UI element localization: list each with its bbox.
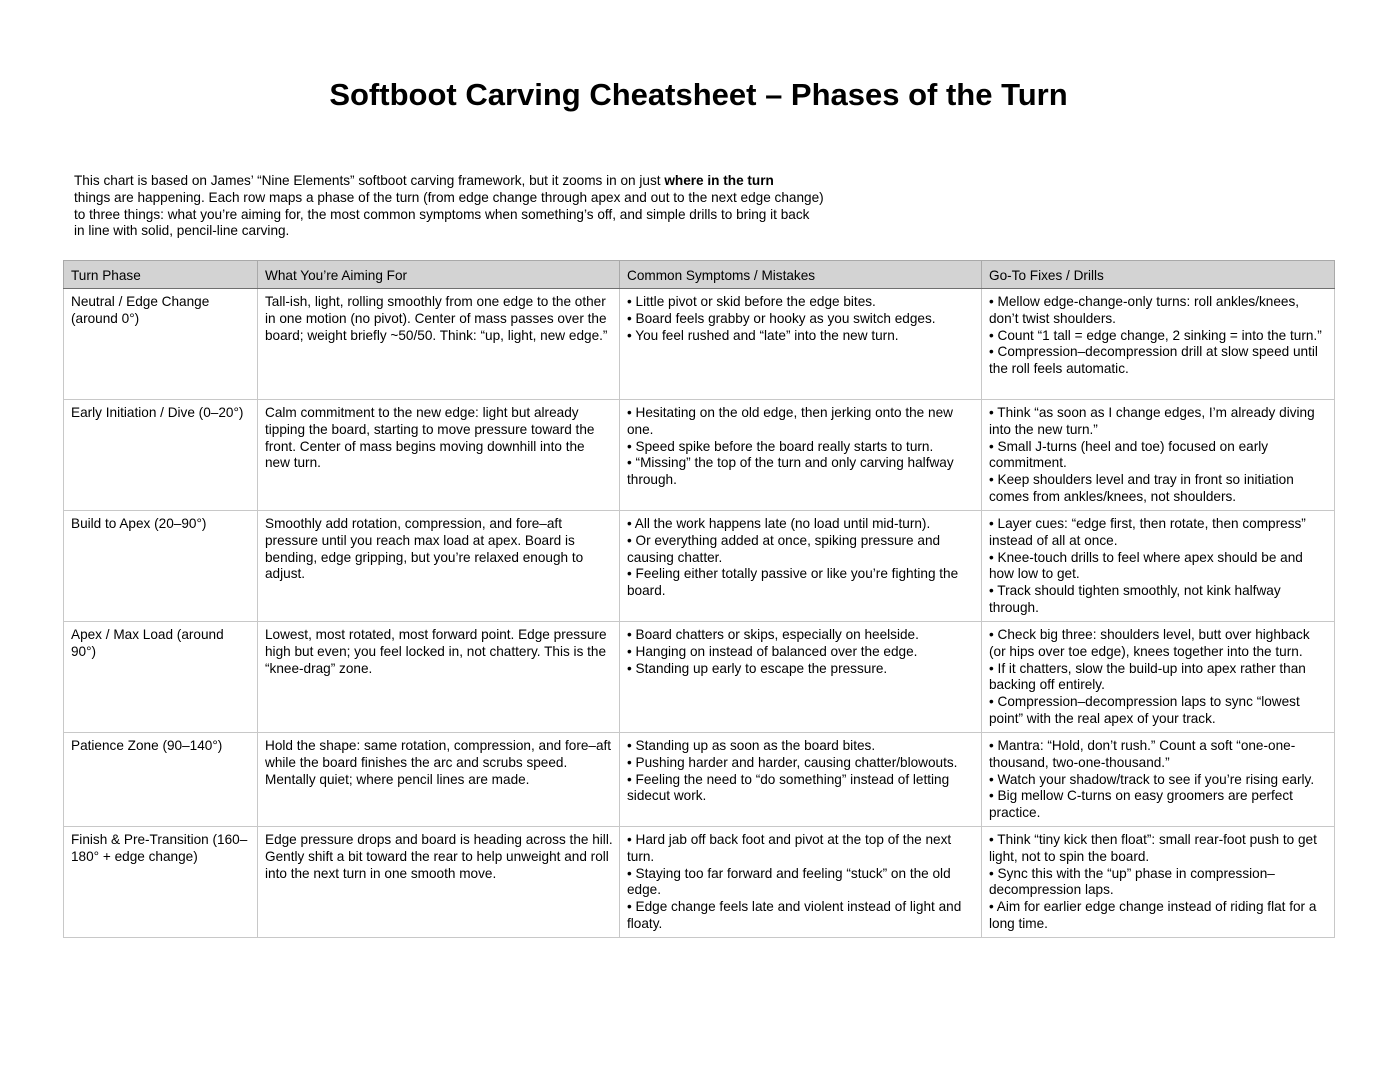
symptoms-cell xyxy=(620,622,982,733)
fix-item: • Sync this with the “up” phase in compression–decompression laps. xyxy=(989,865,1275,898)
fix-item: • If it chatters, slow the build-up into apex rather than backing off entirely. xyxy=(989,660,1306,693)
phase-cell: Early Initiation / Dive (0–20°) xyxy=(64,400,258,511)
symptom-item: • Speed spike before the board really starts to turn. xyxy=(627,438,934,454)
fix-item: • Think “tiny kick then float”: small rear-foot push to get light, not to spin the board. xyxy=(989,832,1317,864)
symptom-item: • You feel rushed and “late” into the new turn. xyxy=(627,327,899,343)
fix-item: • Compression–decompression drill at slow speed until the roll feels automatic. xyxy=(989,344,1318,377)
aim-cell: Tall-ish, light, rolling smoothly from one edge to the other in one motion (no pivot). Center of mass passes over the board; weight briefly ~50/50. Think: “up, light, new edge.” xyxy=(258,289,620,400)
table-header-row xyxy=(64,261,1335,289)
header-turn-phase: Turn Phase xyxy=(64,261,258,289)
aim-cell: Edge pressure drops and board is heading across the hill. Gently shift a bit toward the rear to help unweight and roll into the next turn in one smooth move. xyxy=(258,827,620,938)
intro-line-1 xyxy=(74,173,874,190)
symptom-item: • Little pivot or skid before the edge bites. xyxy=(627,294,876,309)
header-fixes: Go-To Fixes / Drills xyxy=(982,261,1335,289)
phase-cell: Apex / Max Load (around 90°) xyxy=(64,622,258,733)
symptoms-cell xyxy=(620,289,982,400)
symptoms-cell xyxy=(620,400,982,511)
aim-cell: Smoothly add rotation, compression, and fore–aft pressure until you reach max load at apex. Board is bending, edge gripping, but you’re relaxed enough to adjust. xyxy=(258,511,620,622)
symptom-item: • Hard jab off back foot and pivot at the top of the next turn. xyxy=(627,832,952,864)
symptom-item: • All the work happens late (no load until mid-turn). xyxy=(627,516,931,531)
fix-item: • Mantra: “Hold, don’t rush.” Count a soft “one-one-thousand, two-one-thousand.” xyxy=(989,738,1296,770)
fix-item: • Aim for earlier edge change instead of riding flat for a long time. xyxy=(989,899,1317,931)
fix-item: • Watch your shadow/track to see if you’re rising early. xyxy=(989,771,1315,787)
aim-cell: Calm commitment to the new edge: light but already tipping the board, starting to move pressure toward the front. Center of mass begins moving downhill into the new turn. xyxy=(258,400,620,511)
symptom-item: • Standing up early to escape the pressure. xyxy=(627,660,888,676)
symptom-item: • Board feels grabby or hooky as you switch edges. xyxy=(627,310,936,326)
fix-item: • Keep shoulders level and tray in front so initiation comes from ankles/knees, not shoulders. xyxy=(989,472,1294,504)
phase-cell: Neutral / Edge Change (around 0°) xyxy=(64,289,258,400)
symptom-item: • Board chatters or skips, especially on heelside. xyxy=(627,627,919,642)
fixes-cell xyxy=(982,827,1335,938)
symptom-item: • Edge change feels late and violent instead of light and floaty. xyxy=(627,899,962,931)
fixes-cell xyxy=(982,400,1335,511)
intro-paragraph xyxy=(74,173,874,240)
fix-item: • Compression–decompression laps to sync “lowest point” with the real apex of your track. xyxy=(989,694,1300,726)
intro-line-4: in line with solid, pencil-line carving. xyxy=(74,223,290,239)
phases-table xyxy=(63,260,1335,938)
phase-cell: Finish & Pre-Transition (160–180° + edge change) xyxy=(64,827,258,938)
fixes-cell xyxy=(982,289,1335,400)
phase-cell: Patience Zone (90–140°) xyxy=(64,733,258,827)
fix-item: • Small J-turns (heel and toe) focused on early commitment. xyxy=(989,438,1269,471)
intro-line-2: things are happening. Each row maps a phase of the turn (from edge change through apex and out to the next edge change) xyxy=(74,189,824,205)
fix-item: • Big mellow C-turns on easy groomers are perfect practice. xyxy=(989,788,1293,821)
fix-item: • Think “as soon as I change edges, I’m already diving into the new turn.” xyxy=(989,405,1315,437)
symptom-item: • Feeling the need to “do something” instead of letting sidecut work. xyxy=(627,771,950,804)
fix-item: • Count “1 tall = edge change, 2 sinking = into the turn.” xyxy=(989,327,1322,343)
symptoms-cell xyxy=(620,511,982,622)
fix-item: • Mellow edge-change-only turns: roll ankles/knees, don’t twist shoulders. xyxy=(989,294,1300,326)
symptom-item: • Hesitating on the old edge, then jerking onto the new one. xyxy=(627,405,953,437)
table-row xyxy=(64,827,1335,938)
fixes-cell xyxy=(982,511,1335,622)
symptoms-cell xyxy=(620,827,982,938)
aim-cell: Hold the shape: same rotation, compression, and fore–aft while the board finishes the arc and scrubs speed. Mentally quiet; where pencil lines are made. xyxy=(258,733,620,827)
symptom-item: • Feeling either totally passive or like you’re fighting the board. xyxy=(627,566,959,599)
fix-item: • Knee-touch drills to feel where apex should be and how low to get. xyxy=(989,549,1303,582)
page-title: Softboot Carving Cheatsheet – Phases of the Turn xyxy=(329,77,1068,112)
intro-line-1-text: This chart is based on James’ “Nine Elements” softboot carving framework, but it zooms in on just xyxy=(74,173,665,188)
fixes-cell xyxy=(982,733,1335,827)
intro-line-3: to three things: what you’re aiming for, the most common symptoms when something’s off, and simple drills to bring it back xyxy=(74,206,810,222)
fixes-cell xyxy=(982,622,1335,733)
aim-cell: Lowest, most rotated, most forward point. Edge pressure high but even; you feel locked in, not chattery. This is the “knee-drag” zone. xyxy=(258,622,620,733)
fix-item: • Layer cues: “edge first, then rotate, then compress” instead of all at once. xyxy=(989,516,1306,548)
symptom-item: • Pushing harder and harder, causing chatter/blowouts. xyxy=(627,754,958,770)
symptom-item: • Staying too far forward and feeling “stuck” on the old edge. xyxy=(627,865,951,898)
symptoms-cell xyxy=(620,733,982,827)
symptom-item: • Or everything added at once, spiking pressure and causing chatter. xyxy=(627,532,941,565)
fix-item: • Check big three: shoulders level, butt over highback (or hips over toe edge), knees together into the turn. xyxy=(989,627,1310,659)
header-symptoms: Common Symptoms / Mistakes xyxy=(620,261,982,289)
intro-emphasis: where in the turn xyxy=(664,173,774,188)
phase-cell: Build to Apex (20–90°) xyxy=(64,511,258,622)
symptom-item: • Standing up as soon as the board bites. xyxy=(627,738,876,753)
table-row xyxy=(64,622,1335,733)
header-aiming-for: What You’re Aiming For xyxy=(258,261,620,289)
fix-item: • Track should tighten smoothly, not kink halfway through. xyxy=(989,583,1281,615)
table-row xyxy=(64,289,1335,400)
table-row xyxy=(64,511,1335,622)
symptom-item: • “Missing” the top of the turn and only carving halfway through. xyxy=(627,455,954,488)
table-row xyxy=(64,733,1335,827)
symptom-item: • Hanging on instead of balanced over the edge. xyxy=(627,643,918,659)
table-row xyxy=(64,400,1335,511)
